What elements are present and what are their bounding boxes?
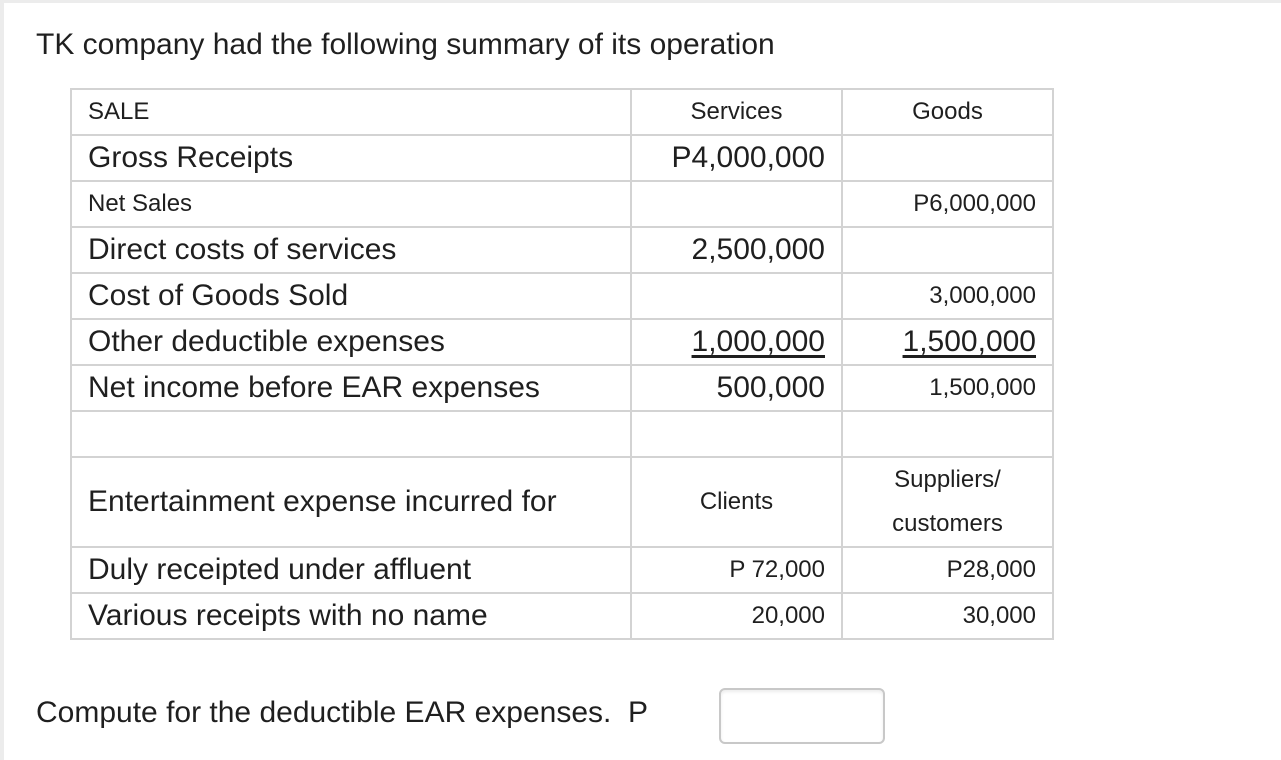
answer-input[interactable] — [719, 688, 885, 744]
row-label: Gross Receipts — [71, 135, 631, 181]
empty-cell — [631, 411, 842, 457]
row-label: Direct costs of services — [71, 227, 631, 273]
goods-value: 1,500,000 — [902, 325, 1036, 358]
goods-value: 30,000 — [842, 593, 1053, 639]
table-row — [71, 273, 1053, 319]
question-prompt — [36, 696, 648, 730]
table-row — [71, 547, 1053, 593]
currency-prefix: P — [628, 696, 649, 729]
goods-value: P6,000,000 — [842, 181, 1053, 227]
row-label: Duly receipted under affluent — [71, 547, 631, 593]
header-goods: Goods — [842, 89, 1053, 135]
services-value: 20,000 — [631, 593, 842, 639]
services-value: 2,500,000 — [631, 227, 842, 273]
header-services: Services — [631, 89, 842, 135]
table-row — [71, 227, 1053, 273]
goods-value — [842, 135, 1053, 181]
header-sale: SALE — [71, 89, 631, 135]
header-suppliers: Suppliers/ — [894, 466, 1001, 493]
row-label: Net Sales — [71, 181, 631, 227]
question-title: TK company had the following summary of its operation — [36, 28, 775, 61]
services-value: 1,000,000 — [691, 325, 825, 358]
entertainment-header-row — [71, 457, 1053, 547]
services-value — [631, 181, 842, 227]
table-row — [71, 181, 1053, 227]
services-value: P 72,000 — [631, 547, 842, 593]
table-row-empty — [71, 411, 1053, 457]
table-row — [71, 135, 1053, 181]
services-value — [631, 273, 842, 319]
table-row — [71, 593, 1053, 639]
operation-summary-table — [70, 88, 1054, 640]
goods-value — [842, 227, 1053, 273]
panel-top-border — [0, 0, 1281, 3]
row-label: Various receipts with no name — [71, 593, 631, 639]
prompt-text: Compute for the deductible EAR expenses. — [36, 696, 612, 729]
empty-cell — [842, 411, 1053, 457]
row-label: Other deductible expenses — [71, 319, 631, 365]
table-row — [71, 319, 1053, 365]
row-label: Net income before EAR expenses — [71, 365, 631, 411]
header-clients: Clients — [631, 457, 842, 547]
empty-cell — [71, 411, 631, 457]
header-customers: customers — [892, 510, 1003, 537]
goods-value: 1,500,000 — [842, 365, 1053, 411]
goods-value: 3,000,000 — [842, 273, 1053, 319]
table-header-row — [71, 89, 1053, 135]
goods-value: P28,000 — [842, 547, 1053, 593]
row-label: Entertainment expense incurred for — [71, 457, 631, 547]
services-value: P4,000,000 — [631, 135, 842, 181]
panel-left-border — [0, 0, 4, 760]
row-label: Cost of Goods Sold — [71, 273, 631, 319]
table-row — [71, 365, 1053, 411]
services-value: 500,000 — [631, 365, 842, 411]
header-suppliers-customers — [842, 457, 1053, 547]
